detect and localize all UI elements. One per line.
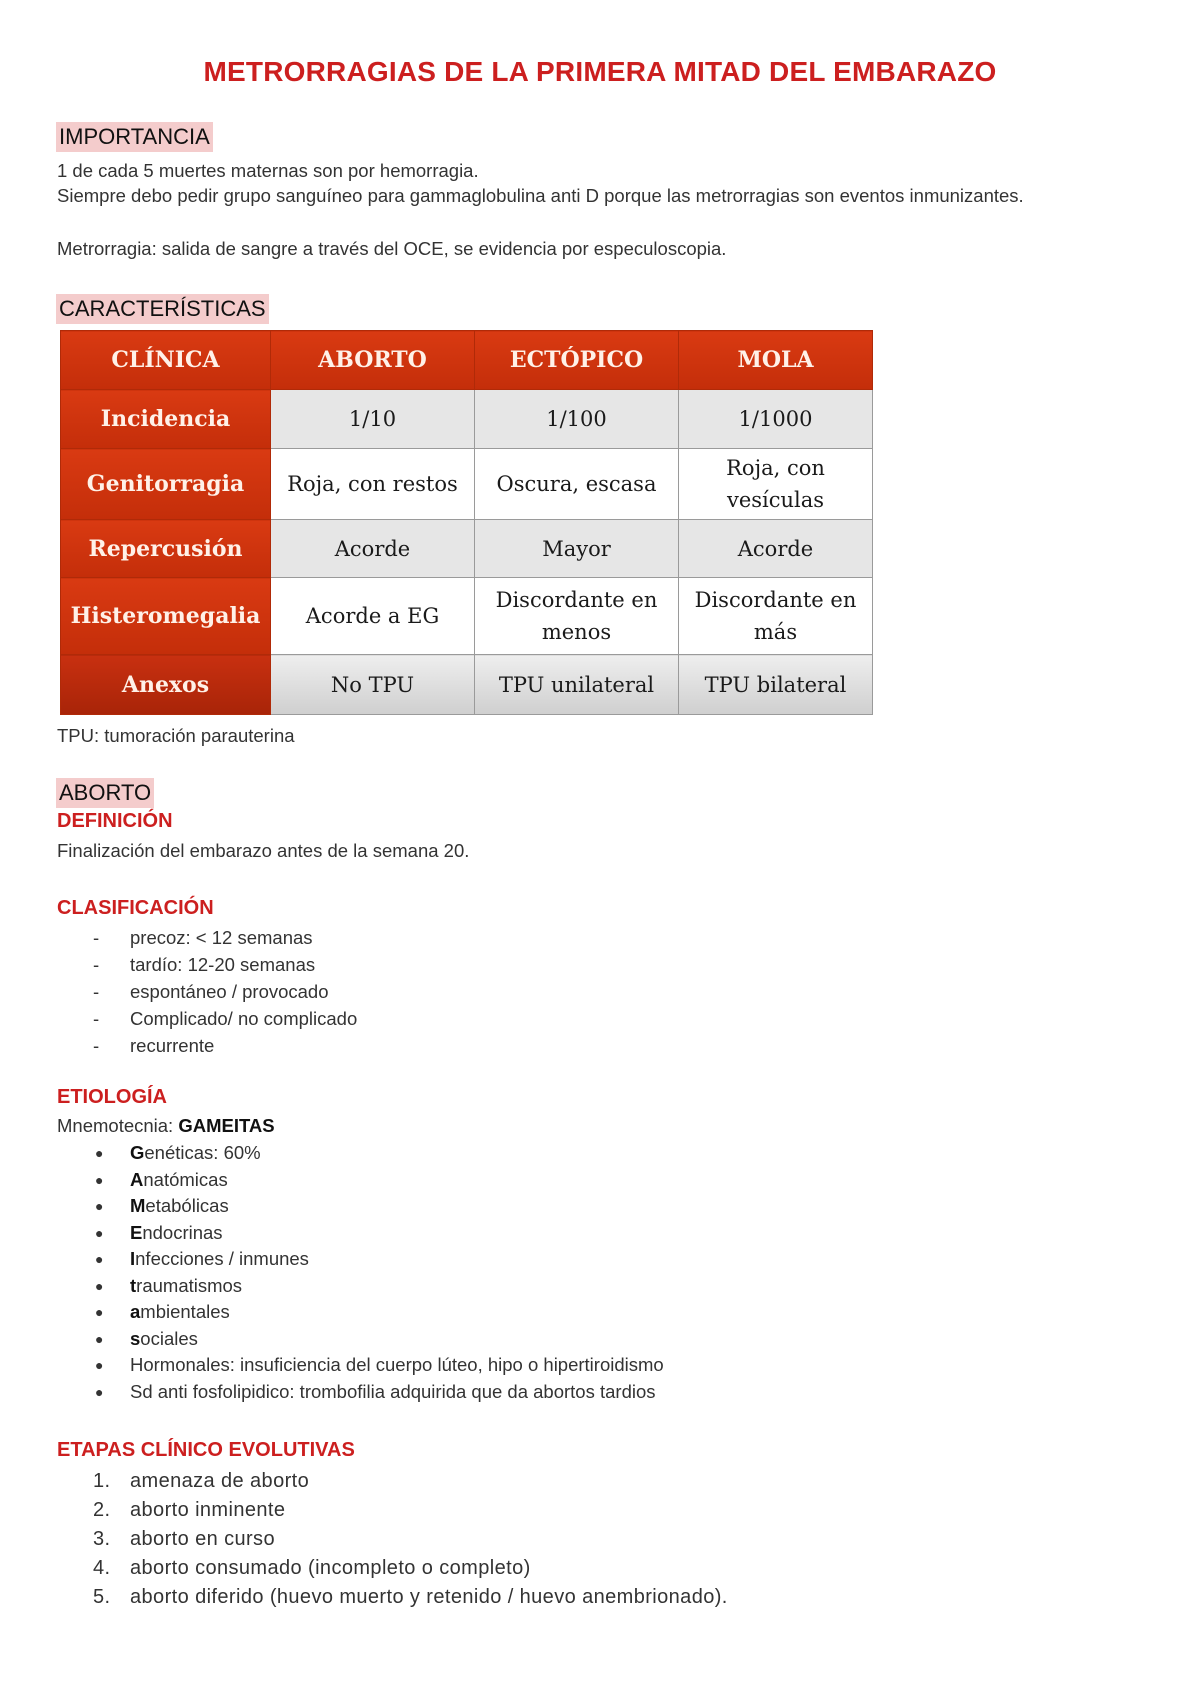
row-label: Incidencia (61, 390, 271, 449)
row-label: Genitorragia (61, 449, 271, 520)
row-label: Histeromegalia (61, 578, 271, 655)
table-row (61, 578, 873, 655)
characteristics-table (60, 330, 873, 715)
list-item: ● traumatismos (57, 1273, 664, 1300)
list-item: ● Metabólicas (57, 1193, 664, 1220)
list-item: ● Anatómicas (57, 1167, 664, 1194)
number-marker: 5. (93, 1586, 111, 1608)
mnemonic-line: Mnemotecnia: GAMEITAS (57, 1115, 275, 1136)
table-cell: TPU unilateral (475, 655, 679, 715)
dash-marker: - (93, 1035, 100, 1056)
dash-marker: - (93, 981, 100, 1002)
row-label: Repercusión (61, 520, 271, 578)
bullet-icon: ● (95, 1304, 104, 1320)
list-item: - Complicado/ no complicado (57, 1005, 357, 1032)
bullet-icon: ● (95, 1277, 104, 1294)
number-marker: 4. (93, 1557, 111, 1579)
table-cell: Discordante en más (679, 578, 873, 655)
table-cell: Roja, con vesículas (679, 449, 873, 520)
list-item: ● Hormonales: insuficiencia del cuerpo lúteo, hipo o hipertiroidismo (57, 1352, 664, 1379)
table-row (61, 449, 873, 520)
table-row (61, 655, 873, 715)
bullet-icon: ● (95, 1224, 104, 1241)
section-heading-importancia: IMPORTANCIA (56, 122, 213, 152)
table-cell: 1/1000 (679, 390, 873, 449)
subheading-definicion: DEFINICIÓN (57, 810, 173, 832)
subheading-etapas: ETAPAS CLÍNICO EVOLUTIVAS (57, 1439, 355, 1461)
list-item: ● ambientales (57, 1299, 664, 1326)
dash-marker: - (93, 927, 100, 948)
number-marker: 1. (93, 1470, 111, 1492)
row-label: Anexos (61, 655, 271, 715)
aborto-definition: Finalización del embarazo antes de la semana 20. (57, 840, 470, 861)
table-cell: 1/10 (271, 390, 475, 449)
dash-marker: - (93, 954, 100, 975)
list-item: - tardío: 12-20 semanas (57, 951, 357, 978)
table-footnote: TPU: tumoración parauterina (57, 725, 295, 746)
list-item: 3. aborto en curso (57, 1525, 728, 1554)
subheading-clasificacion: CLASIFICACIÓN (57, 897, 214, 919)
importancia-line-1: 1 de cada 5 muertes maternas son por hemorragia. (57, 160, 479, 181)
header-cell-aborto: ABORTO (271, 331, 475, 390)
clasificacion-list (57, 924, 357, 1059)
table-cell: No TPU (271, 655, 475, 715)
table-cell: Oscura, escasa (475, 449, 679, 520)
header-cell-clinica: CLÍNICA (61, 331, 271, 390)
list-item: ● Sd anti fosfolipidico: trombofilia adquirida que da abortos tardios (57, 1379, 664, 1406)
bullet-icon: ● (95, 1251, 104, 1267)
etiologia-list (57, 1140, 664, 1405)
section-heading-caracteristicas: CARACTERÍSTICAS (56, 294, 269, 324)
number-marker: 3. (93, 1528, 111, 1550)
table-cell: TPU bilateral (679, 655, 873, 715)
mnemonic-word: GAMEITAS (178, 1115, 275, 1136)
table-cell: Roja, con restos (271, 449, 475, 520)
table-header-row (61, 331, 873, 390)
list-item: ● sociales (57, 1326, 664, 1353)
table-cell: Acorde (271, 520, 475, 578)
list-item: ● Infecciones / inmunes (57, 1246, 664, 1273)
list-item: ● Genéticas: 60% (57, 1140, 664, 1167)
bullet-icon: ● (95, 1145, 104, 1161)
bullet-icon: ● (95, 1383, 104, 1400)
bullet-icon: ● (95, 1357, 104, 1373)
page-title: METRORRAGIAS DE LA PRIMERA MITAD DEL EMBARAZO (203, 56, 997, 87)
bullet-icon: ● (95, 1330, 104, 1347)
table-cell: 1/100 (475, 390, 679, 449)
table-cell: Discordante en menos (475, 578, 679, 655)
table-cell: Acorde a EG (271, 578, 475, 655)
list-item: ● Endocrinas (57, 1220, 664, 1247)
section-heading-aborto: ABORTO (56, 778, 154, 808)
list-item: 2. aborto inminente (57, 1496, 728, 1525)
list-item: - espontáneo / provocado (57, 978, 357, 1005)
bullet-icon: ● (95, 1198, 104, 1214)
table-row (61, 390, 873, 449)
importancia-line-2: Siempre debo pedir grupo sanguíneo para gammaglobulina anti D porque las metrorragias son eventos inmunizantes. (57, 185, 1024, 206)
number-marker: 2. (93, 1499, 111, 1521)
metrorragia-definition: Metrorragia: salida de sangre a través del OCE, se evidencia por especuloscopia. (57, 238, 727, 259)
list-item: - precoz: < 12 semanas (57, 924, 357, 951)
table-row (61, 520, 873, 578)
list-item: 1. amenaza de aborto (57, 1467, 728, 1496)
subheading-etiologia: ETIOLOGÍA (57, 1086, 167, 1108)
list-item: 4. aborto consumado (incompleto o completo) (57, 1554, 728, 1583)
list-item: - recurrente (57, 1032, 357, 1059)
table-cell: Acorde (679, 520, 873, 578)
dash-marker: - (93, 1008, 100, 1029)
etapas-list (57, 1467, 728, 1612)
header-cell-mola: MOLA (679, 331, 873, 390)
table-cell: Mayor (475, 520, 679, 578)
list-item: 5. aborto diferido (huevo muerto y retenido / huevo anembrionado). (57, 1583, 728, 1612)
header-cell-ectopico: ECTÓPICO (475, 331, 679, 390)
bullet-icon: ● (95, 1171, 104, 1188)
